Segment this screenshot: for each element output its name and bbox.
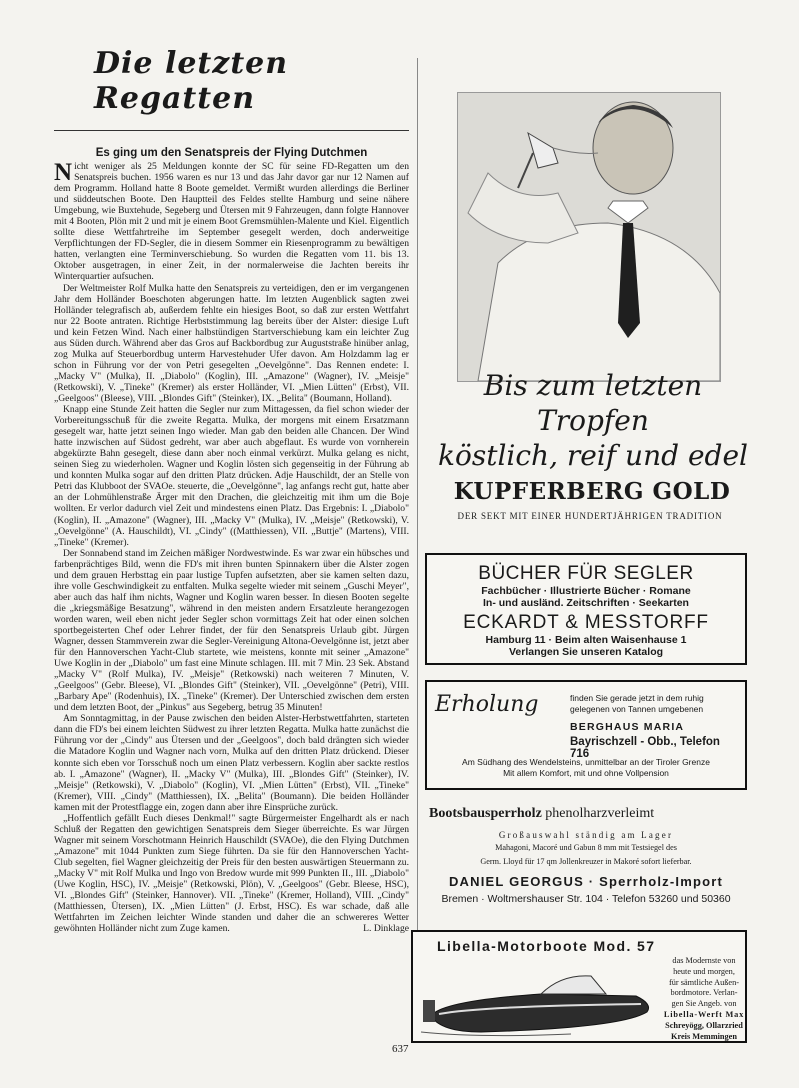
erholung-ad [425,680,747,790]
sperrholz-ad [425,806,747,905]
libella-desc-line: Schreyögg, Ollarzried [665,1020,743,1030]
sperrholz-title-bold: Bootsbausperrholz [429,806,542,821]
sperrholz-company: DANIEL GEORGUS · Sperrholz-Import [448,874,724,889]
buecher-line-1: Fachbücher · Illustrierte Bücher · Romane [481,585,691,597]
erholung-footer [431,757,741,779]
page-heading: Die letzten Regatten [94,46,289,116]
article-paragraph: Nicht weniger als 25 Meldungen konnte der SC für seine FD-Regatten um den Senatspreis buchen. 1956 waren es nur 13 und das Jahr davor gar nur 12 Namen auf dem Programm. Holland hatte 8 Boote gemeldet. Vermißt wurden allerdings die Berliner und süddeutschen Boote. Den Hauptteil des Feldes stellte Hamburg und seine nähere Umgebung, wie Buxtehude, Segeberg und Ütersen mit 9 Fahrzeugen, dann folgte Hannover mit 4 Booten, Plön mit 2 und mit je einem Boot Gremsmühlen-Malente und Kiel. Eigentlich sollte diese Wettfahrtreihe im September gesegelt werden, doch anderweitige Verpflichtungen der FD-Segler, die in diesem Sommer ein Riesenprogramm zu bewältigen hatten, verlangten eine Terminverschiebung. So wurden die Regatten vom 11. bis 13. Oktober ausgetragen, in einer Zeit, in der normalerweise die Jachten bereits ihr Winterquartier aufsuchen. [54,159,409,283]
libella-title: Libella-Motorboote Mod. 57 [437,938,656,954]
article-paragraph: Am Sonntagmittag, in der Pause zwischen den beiden Alster-Herbstwettfahrten, starteten dann die FD's bei einem leichten Südwest zu ihrer letzten Regatta. Mulka hatte zunächst die Führung vor der „Cindy" aus Ütersen und der „Geelgoos", doch bald drängten sich wieder die Matadore Koglin und Wagner nach vorn, Mulka auf den dritten Platz drückend. Dieser konnte sich eben vor Torsschuß noch um einen Platz verbessern. Koglin aber sackte restlos ab. I. „Amazone" (Wagner), II. „Macky V" (Mulka), III. „Blondes Gift" (Steinker), IV. „Meisje" (Retkowski), V. „Diabolo" (Koglin), VI. „Mien Lütten" (Erbst), VII. „Tineke" (Kremer), VIII. „Cindy" (Matthiessen), IX. „Belita" (Boumann). Die beiden Holländer kamen mit der Protestflagge ein, zogen dann aber ihre Einsprüche zurück. [54,713,409,813]
motorboat-icon [421,956,657,1040]
erholung-lead: finden Sie gerade jetzt in dem ruhig gelegenen von Tannen umgebenen [570,693,704,714]
erholung-logo: Erholung [435,692,539,717]
libella-desc-line: heute und morgen, [673,966,735,976]
page-number: 637 [392,1043,409,1055]
kupferberg-tagline: DER SEKT MIT EINER HUNDERTJÄHRIGEN TRADITION [457,511,723,521]
sperrholz-title-rest: phenolharzverleimt [545,806,655,821]
article-body [54,161,409,934]
sperrholz-line-3: Germ. Lloyd für 17 qm Jollenkreuzer in Makoré sofort lieferbar. [480,857,692,866]
article-column [54,40,409,934]
buecher-title: BÜCHER FÜR SEGLER [478,563,694,584]
article-paragraph: Der Weltmeister Rolf Mulka hatte den Senatspreis zu verteidigen, den er im vergangenen Jahr dem Holländer Boeschoten abgerungen hatte. Im letzten Augenblick sagten zwei Holländer telegrafisch ab, außerdem fehlte ein hiesiges Boot, so daß zur ersten Wettfahrt nur 22 Boote antraten. Richtige Herbststimmung lag bereits über der Alster: diesige Luft und kein Fetzen Wind. Nach einer halbstündigen Startverschiebung kam ein leichter Zug aus Süden durch. Während aber das Gros auf Backbordbug zur Auguststraße hinüber anlag, zog Mulka auf Steuerbordbug unterm Harvestehuder Ufer davon. Am Holzdamm lag er schon in Führung vor der von Petri gesegelten „Oevelgönne". Das Rennen endete: I. „Macky V" (Mulka), II. „Diabolo" (Koglin), III. „Amazone" (Wagner), IV. „Meisje" (Retkowski), V. „Tineke" (Kremer) als erster Holländer, VI. „Mien Lütten" (Erbst), VII. „Geelgoos" (Bleese), VIII. „Blondes Gift" (Steinker), IX. „Belita" (Boumann, Holland). [54,282,409,404]
libella-ad [411,930,747,1043]
libella-desc-line: bordmotore. Verlan- [670,988,738,998]
drop-cap: N [54,159,73,186]
article-subheading: Es ging um den Senatspreis der Flying Dutchmen [95,147,368,159]
libella-desc-line: Libella-Werft Max [663,1009,745,1019]
buecher-catalog: Verlangen Sie unseren Katalog [508,646,664,658]
erholung-foot-2: Mit allem Komfort, mit und ohne Vollpension [503,768,669,778]
sperrholz-line-2: Mahagoni, Macoré und Gabun 8 mm mit Testsiegel des [495,843,677,852]
slogan-line-2: köstlich, reif und edel [438,439,748,472]
kupferberg-slogan [428,368,758,473]
man-drinking-icon [458,93,720,381]
buecher-company: ECKARDT & MESSTORFF [463,612,709,633]
champagne-drinker-illustration [457,92,721,382]
libella-desc-line: gen Sie Angeb. von [671,999,737,1009]
buecher-line-2: In- und ausländ. Zeitschriften · Seekarten [483,597,689,609]
column-divider [417,58,418,1033]
article-paragraph: „Hoffentlich gefällt Euch dieses Denkmal!" sagte Bürgermeister Engelhardt als er nach Schluß der Regatten den gewichtigen Senatspreis dem Sieger überreichte. Es war Jürgen Wagner mit seinem Vorschotmann Heinrich Hauschildt (SVAOe), die den Flying Dutchmen „Amazone" mit 1044 Punkten zum Siege führten. Da sie für den Hannoverschen Yacht-Club segelten, fiel Wagner gleichzeitig der Preis für den besten auswärtigen Steuermann zu. „Macky V" mit Rolf Mulka und Ingo von Bredow wurde mit 999 Punkten II., III. „Diabolo" (Uwe Koglin, HSC), IV. „Meisje" (Retkowski, Plön), V. „Geelgoos" (Gebr. Bleese, HSC), VI. „Blondes Gift" (Steinker, Hannover). VII. „Tineke" (Kremer, Holland), VIII. „Cindy" (Matthiessen, Ütersen), IX. „Mien Lütten" (J. Erbst, HSC). Es war schade, daß alle Wettfahrten im Zeichen leichter Winde standen und daher die an schwereres Wetter gewöhnten Holländer nicht zum Zuge kamen. [54,812,409,935]
article-paragraph: Knapp eine Stunde Zeit hatten die Segler nur zum Mittagessen, da fiel schon wieder der Vorbereitungsschuß für die zweite Regatta. Mulka, der morgens mit einem Ersatzmann gesegelt war, hatte jetzt seinen Ingo wieder. Man gab den beiden alle Chancen. Der Wind hatte inzwischen auf Südost gedreht, war aber auch abgeflaut. Es wurde von vornherein abgekürzte Bahn gesegelt, diese dann aber noch einmal verkürzt. Mulka gelang es nicht, seinen Sieg zu wiederholen. Wagner und Koglin lösten sich gegenseitig in der Führung ab und konnten Mulka sogar auf den dritten Platz drücken. Adje Hauschildt, der an Stelle von Petri das Klubboot der SVAOe. steuerte, die „Oevelgönne", lag anfangs recht gut, hatte aber an der Lohmühlenstraße Ärger mit den Drachen, die gleichzeitig mit ihm um die Boje wollten. Er verlor dadurch viel Zeit und mindestens einen Platz. Das Ergebnis: I. „Diabolo" (Koglin), II. „Amazone" (Wagner), III. „Macky V" (Mulka), IV. „Meisje" (Retkowski), V. „Oevelgönne" (A. Hauschildt), VI. „Cindy" ((Matthiessen), VII. „Buttje" (Martens), VIII. „Tineke" (Kremer). [54,404,409,548]
erholung-foot-1: Am Südhang des Wendelsteins, unmittelbar an der Tiroler Grenze [462,757,710,767]
libella-desc-line: Kreis Memmingen [671,1031,737,1041]
buecher-address: Hamburg 11 · Beim alten Waisenhause 1 [485,634,687,646]
libella-desc-line: für sämtliche Außen- [668,977,740,987]
erholung-name: BERGHAUS MARIA [570,721,685,733]
sperrholz-title [429,806,747,822]
libella-desc-line: das Modernste von [672,956,736,965]
erholung-address: Bayrischzell - Obb., Telefon 716 [570,736,720,760]
article-paragraph: Der Sonnabend stand im Zeichen mäßiger Nordwestwinde. Es war zwar ein hübsches und farbenprächtiges Bild, wenn die FD's mit ihren bunten Spinnakern über die Alster zogen und dem grauen Herbsttag ein paar lustige Tupfen aufsetzten, aber sie kamen selten dazu, ihre volle Geschwindigkeit zu entfalten. Mulka segelte wieder mit seinem „Guschi Meyer", aber auch das half ihm nichts, Wagner und Koglin waren besser. In diesen Booten segelte die „kriegsmäßige Besatzung", während in den meisten andern Ersatzleute herangezogen worden waren, weil eben nicht jeder Segler schon vormittags Zeit hat oder einen solchen sportbegeisterten Chef oder Lehrer findet, der für den Senatspreis Urlaub gibt. Jürgen Wagner, dessen Stammverein zwar die Segler-Vereinigung Altona-Oevelgönne ist, jetzt aber für den Hannoverschen Yacht-Club startete, wie meistens, konnte mit seiner „Amazone" Uwe Koglin in der „Diabolo" um fast eine Minute schlagen. III. mit 7 Min. 23 Sek. Abstand „Macky V" (Rolf Mulka), IV. „Meisje" (Retkowski) nach weiteren 7 Minuten, V. „Geelgoos" (Gebr. Bleese), VI. „Blondes Gift" (Steinker), VII. „Oevelgönne" (Petri), VIII. „Barbary Ape" (Rodenhuis), IX. „Tineke" (Kremer). Der Unterschied zwischen dem ersten und dem letzten Boot, der „Pinkus" aus Segeberg, betrug 35 Minuten! [54,547,409,714]
buecher-ad [425,553,747,665]
article-author: L. Dinklage [363,923,409,935]
sperrholz-address: Bremen · Woltmershauser Str. 104 · Telefon 53260 und 50360 [441,893,731,905]
kupferberg-brand: KUPFERBERG GOLD [453,478,731,505]
sperrholz-line-1: Großauswahl ständig am Lager [498,830,674,840]
slogan-line-1: Bis zum letzten Tropfen [483,369,703,437]
heading-rule [54,130,409,131]
libella-description [663,956,745,1042]
